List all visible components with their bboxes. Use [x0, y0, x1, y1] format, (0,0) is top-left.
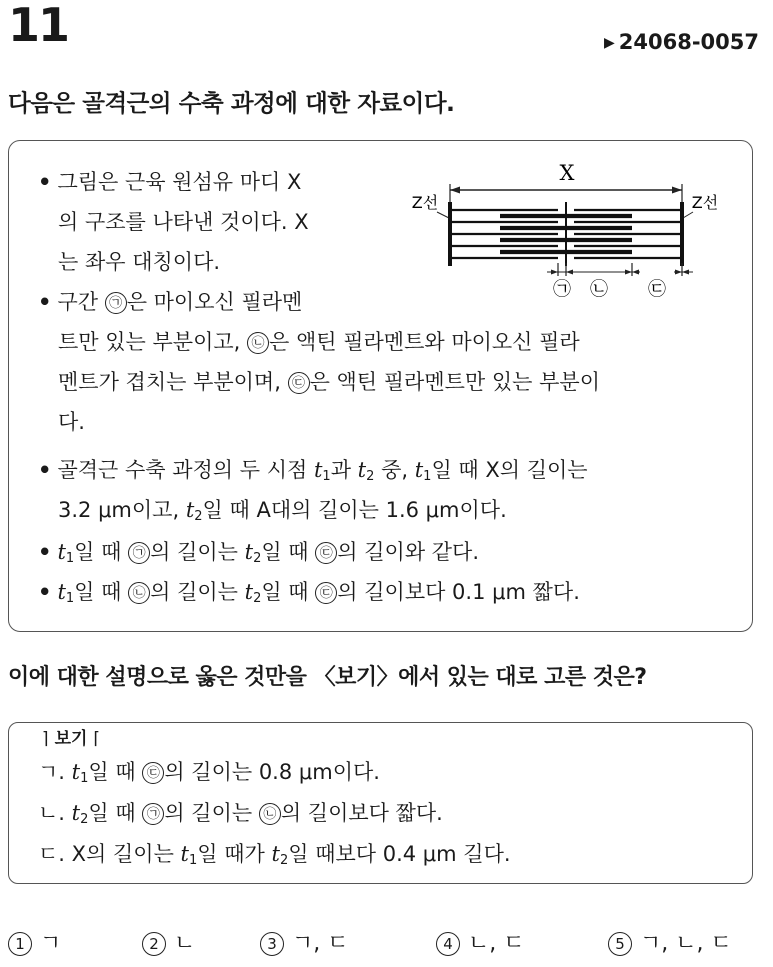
text: 중, [374, 458, 415, 482]
mark-3: ㉢ [288, 372, 310, 394]
var-t: t [414, 458, 424, 482]
text: 은 마이오신 필라멘 [126, 290, 303, 314]
question-code [604, 30, 759, 54]
label-x: X [559, 161, 575, 185]
mark-2: ㉡ [259, 803, 281, 825]
subscript: 2 [366, 469, 375, 484]
subscript: 1 [423, 469, 432, 484]
text: 은 액틴 필라멘트만 있는 부분이 [309, 370, 600, 394]
arrow-b1 [625, 270, 632, 275]
statement-key: ㄴ. [38, 801, 65, 825]
item4-line [38, 542, 479, 565]
choice-text: ㄱ, ㄷ [292, 931, 349, 956]
item2-line1 [38, 292, 302, 314]
question-number: 11 [8, 0, 69, 52]
text: 일 때가 [197, 842, 272, 866]
text: 은 액틴 필라멘트와 마이오신 필라 [269, 330, 580, 354]
mark-3: ㉢ [648, 279, 666, 300]
var-t: t [271, 842, 280, 866]
x-arrowhead-right [672, 187, 682, 194]
arrow-b2 [632, 270, 639, 275]
label-z-left: Z선 [411, 193, 439, 212]
z-leader-left [437, 212, 449, 218]
choice-1[interactable] [8, 926, 61, 957]
var-t: t [71, 801, 81, 825]
item3-line2 [58, 500, 507, 523]
choice-5[interactable] [608, 926, 732, 957]
text: 의 길이보다 짧다. [280, 801, 443, 825]
var-t: t [180, 842, 189, 866]
bullet: • [38, 290, 52, 314]
bracket-left-icon: ⌉ [42, 729, 49, 749]
text: 그림은 근육 원섬유 마디 X [57, 170, 302, 194]
text: 일 때 [74, 580, 129, 604]
item2-line4: 다. [58, 410, 85, 434]
mark-2: ㉡ [247, 332, 269, 354]
choice-text: ㄴ [174, 931, 196, 956]
choice-number: 2 [142, 932, 166, 956]
item2-line2 [58, 332, 580, 354]
subscript: 1 [189, 853, 198, 868]
choice-number: 3 [260, 932, 284, 956]
choice-number: 1 [8, 932, 32, 956]
subscript: 2 [194, 509, 203, 524]
var-t: t [71, 760, 81, 784]
item2-line3 [58, 372, 600, 394]
choice-number: 4 [436, 932, 460, 956]
choice-number: 5 [608, 932, 632, 956]
mark-1: ㉠ [128, 542, 150, 564]
var-t: t [313, 458, 323, 482]
text: 일 때 A대의 길이는 1.6 μm이다. [202, 498, 507, 522]
subscript: 1 [65, 551, 75, 566]
arrow-a2 [566, 270, 573, 275]
choice-3[interactable] [260, 926, 349, 957]
text: 의 길이는 [164, 801, 259, 825]
bogi-label [38, 724, 104, 749]
question-code-text: 24068-0057 [618, 30, 759, 54]
bullet: • [38, 580, 52, 604]
subscript: 2 [253, 551, 262, 566]
sarcomere-diagram [400, 158, 740, 308]
var-t: t [244, 580, 254, 604]
var-t: t [185, 498, 195, 522]
mark-1: ㉠ [142, 803, 164, 825]
text: 의 길이는 0.8 μm이다. [164, 760, 380, 784]
subscript: 1 [65, 591, 75, 606]
subscript: 2 [80, 812, 89, 827]
mark-2: ㉡ [128, 582, 150, 604]
mark-1: ㉠ [553, 279, 571, 300]
mark-3: ㉢ [142, 762, 164, 784]
statement-key: ㄷ. [38, 842, 65, 866]
bogi-statement-1 [38, 762, 380, 785]
text: 의 길이와 같다. [337, 540, 480, 564]
text: 일 때보다 0.4 μm 길다. [288, 842, 511, 866]
text: 멘트가 겹치는 부분이며, [58, 370, 288, 394]
bullet: • [38, 540, 52, 564]
item5-line [38, 582, 580, 605]
mark-3: ㉢ [315, 542, 337, 564]
bullet: • [38, 170, 52, 194]
bracket-right-icon: ⌈ [93, 729, 100, 749]
statement-key: ㄱ. [38, 760, 65, 784]
text: 구간 [57, 290, 105, 314]
text: 일 때 [261, 580, 316, 604]
choice-4[interactable] [436, 926, 525, 957]
bogi-label-text: 보기 [54, 729, 88, 749]
text: X의 길이는 [71, 842, 181, 866]
x-arrowhead-left [450, 187, 460, 194]
var-t: t [244, 540, 254, 564]
var-t: t [57, 540, 66, 564]
var-t: t [57, 580, 66, 604]
text: 일 때 [88, 760, 143, 784]
text: 3.2 μm이고, [58, 498, 186, 522]
question-text: 이에 대한 설명으로 옳은 것만을 〈보기〉에서 있는 대로 고른 것은? [8, 665, 647, 690]
subscript: 2 [253, 591, 262, 606]
text: 일 때 [261, 540, 316, 564]
item1-line2: 의 구조를 나타낸 것이다. X [58, 210, 309, 234]
choice-text: ㄱ, ㄴ, ㄷ [640, 931, 732, 956]
text: 일 때 [88, 801, 143, 825]
text: 의 길이는 [150, 580, 245, 604]
mark-3: ㉢ [315, 582, 337, 604]
segment-ticks [558, 263, 682, 276]
var-t: t [357, 458, 367, 482]
text: 트만 있는 부분이고, [58, 330, 247, 354]
text: 과 [330, 458, 358, 482]
question-stem: 다음은 골격근의 수축 과정에 대한 자료이다. [8, 89, 455, 117]
arrow-c1 [675, 270, 682, 275]
subscript: 1 [322, 469, 331, 484]
bogi-statement-3 [38, 844, 511, 867]
item3-line1 [38, 460, 588, 483]
triangle-icon: ▶ [603, 35, 615, 51]
subscript: 1 [80, 771, 89, 786]
item1-line3: 는 좌우 대칭이다. [58, 250, 221, 274]
text: 일 때 X의 길이는 [431, 458, 588, 482]
subscript: 2 [279, 853, 289, 868]
text: 일 때 [74, 540, 129, 564]
arrow-a1 [551, 270, 558, 275]
bogi-statement-2 [38, 803, 443, 826]
choice-2[interactable] [142, 926, 195, 957]
mark-1: ㉠ [105, 292, 127, 314]
choice-text: ㄴ, ㄷ [468, 931, 525, 956]
choice-text: ㄱ [40, 931, 62, 956]
bullet: • [38, 458, 52, 482]
text: 골격근 수축 과정의 두 시점 [57, 458, 314, 482]
arrow-c2 [682, 270, 689, 275]
text: 의 길이보다 0.1 μm 짧다. [337, 580, 580, 604]
item1-line1 [38, 172, 301, 193]
z-leader-right [683, 212, 693, 218]
mark-2: ㉡ [590, 279, 608, 300]
text: 의 길이는 [150, 540, 245, 564]
label-z-right: Z선 [691, 193, 719, 212]
